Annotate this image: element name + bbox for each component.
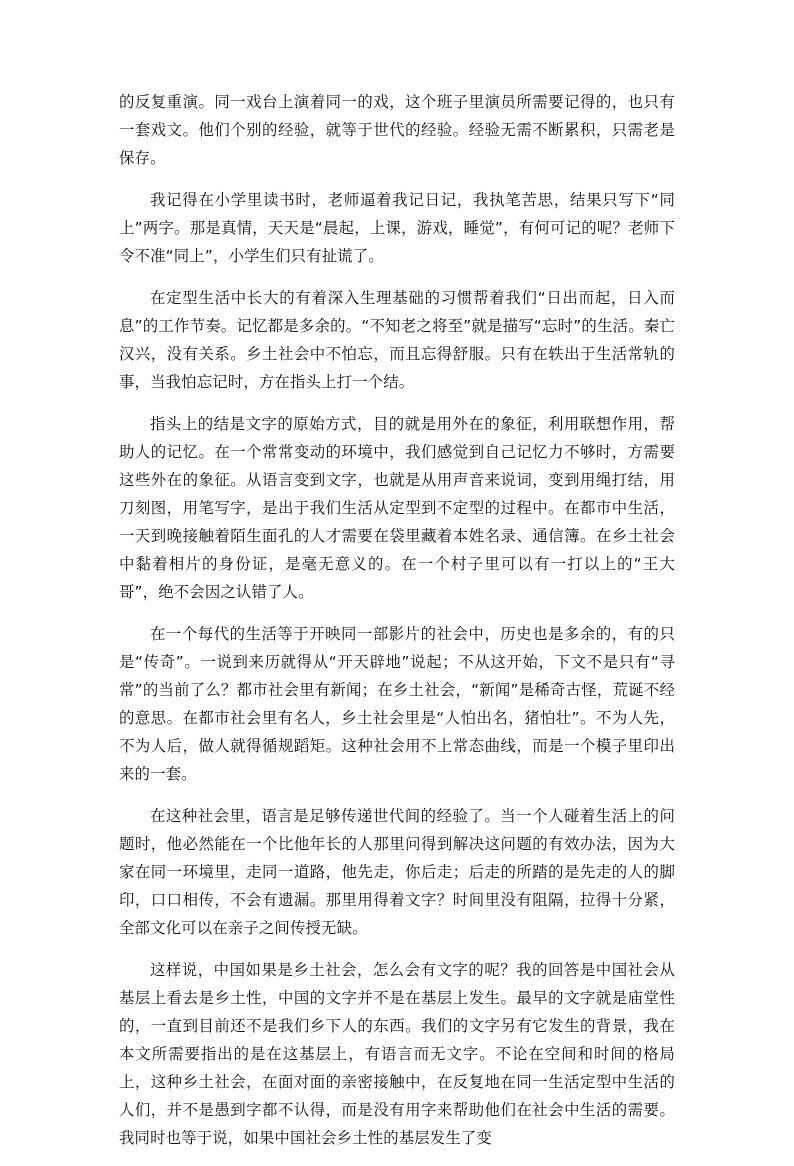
paragraph-1: 的反复重演。同一戏台上演着同一的戏，这个班子里演员所需要记得的，也只有一套戏文。他们个别的经验，就等于世代的经验。经验无需不断累积，只需老是保存。	[119, 93, 675, 167]
paragraph-2: 我记得在小学里读书时，老师逼着我记日记，我执笔苦思，结果只写下“同上”两字。那是真情，天天是“晨起，上课，游戏，睡觉”，有何可记的呢？老师下令不准“同上”，小学生们只有扯谎了。	[119, 191, 675, 265]
paragraph-4: 指头上的结是文字的原始方式，目的就是用外在的象征，利用联想作用，帮助人的记忆。在一个常常变动的环境中，我们感觉到自己记忆力不够时，方需要这些外在的象征。从语言变到文字，也就是从用声音来说词，变到用绳打结，用刀刻图，用笔写字，是出于我们生活从定型到不定型的过程中。在都市中生活，一天到晚接触着陌生面孔的人才需要在袋里藏着本姓名录、通信簿。在乡土社会中黏着相片的身份证，是毫无意义的。在一个村子里可以有一打以上的“王大哥”，绝不会因之认错了人。	[119, 415, 675, 601]
paragraph-7: 这样说，中国如果是乡土社会，怎么会有文字的呢？我的回答是中国社会从基层上看去是乡土性，中国的文字并不是在基层上发生。最早的文字就是庙堂性的，一直到目前还不是我们乡下人的东西。我们的文字另有它发生的背景，我在本文所需要指出的是在这基层上，有语言而无文字。不论在空间和时间的格局上，这种乡土社会，在面对面的亲密接触中，在反复地在同一生活定型中生活的人们，并不是愚到字都不认得，而是没有用字来帮助他们在社会中生活的需要。我同时也等于说，如果中国社会乡土性的基层发生了变	[119, 961, 675, 1147]
document-body	[119, 88, 675, 1166]
paragraph-5: 在一个每代的生活等于开映同一部影片的社会中，历史也是多余的，有的只是“传奇”。一说到来历就得从“开天辟地”说起；不从这开始，下文不是只有“寻常”的当前了么？都市社会里有新闻；在乡土社会，“新闻”是稀奇古怪，荒诞不经的意思。在都市社会里有名人，乡土社会里是“人怕出名，猪怕壮”。不为人先，不为人后，做人就得循规蹈矩。这种社会用不上常态曲线，而是一个模子里印出来的一套。	[119, 625, 675, 783]
paragraph-6: 在这种社会里，语言是足够传递世代间的经验了。当一个人碰着生活上的问题时，他必然能在一个比他年长的人那里问得到解决这问题的有效办法，因为大家在同一环境里，走同一道路，他先走，你后走；后走的所踏的是先走的人的脚印，口口相传，不会有遗漏。那里用得着文字？时间里没有阻隔，拉得十分紧，全部文化可以在亲子之间传授无缺。	[119, 807, 675, 937]
paragraph-3: 在定型生活中长大的有着深入生理基础的习惯帮着我们“日出而起，日入而息”的工作节奏。记忆都是多余的。“不知老之将至”就是描写“忘时”的生活。秦亡汉兴，没有关系。乡土社会中不怕忘，而且忘得舒服。只有在轶出于生活常轨的事，当我怕忘记时，方在指头上打一个结。	[119, 289, 675, 391]
